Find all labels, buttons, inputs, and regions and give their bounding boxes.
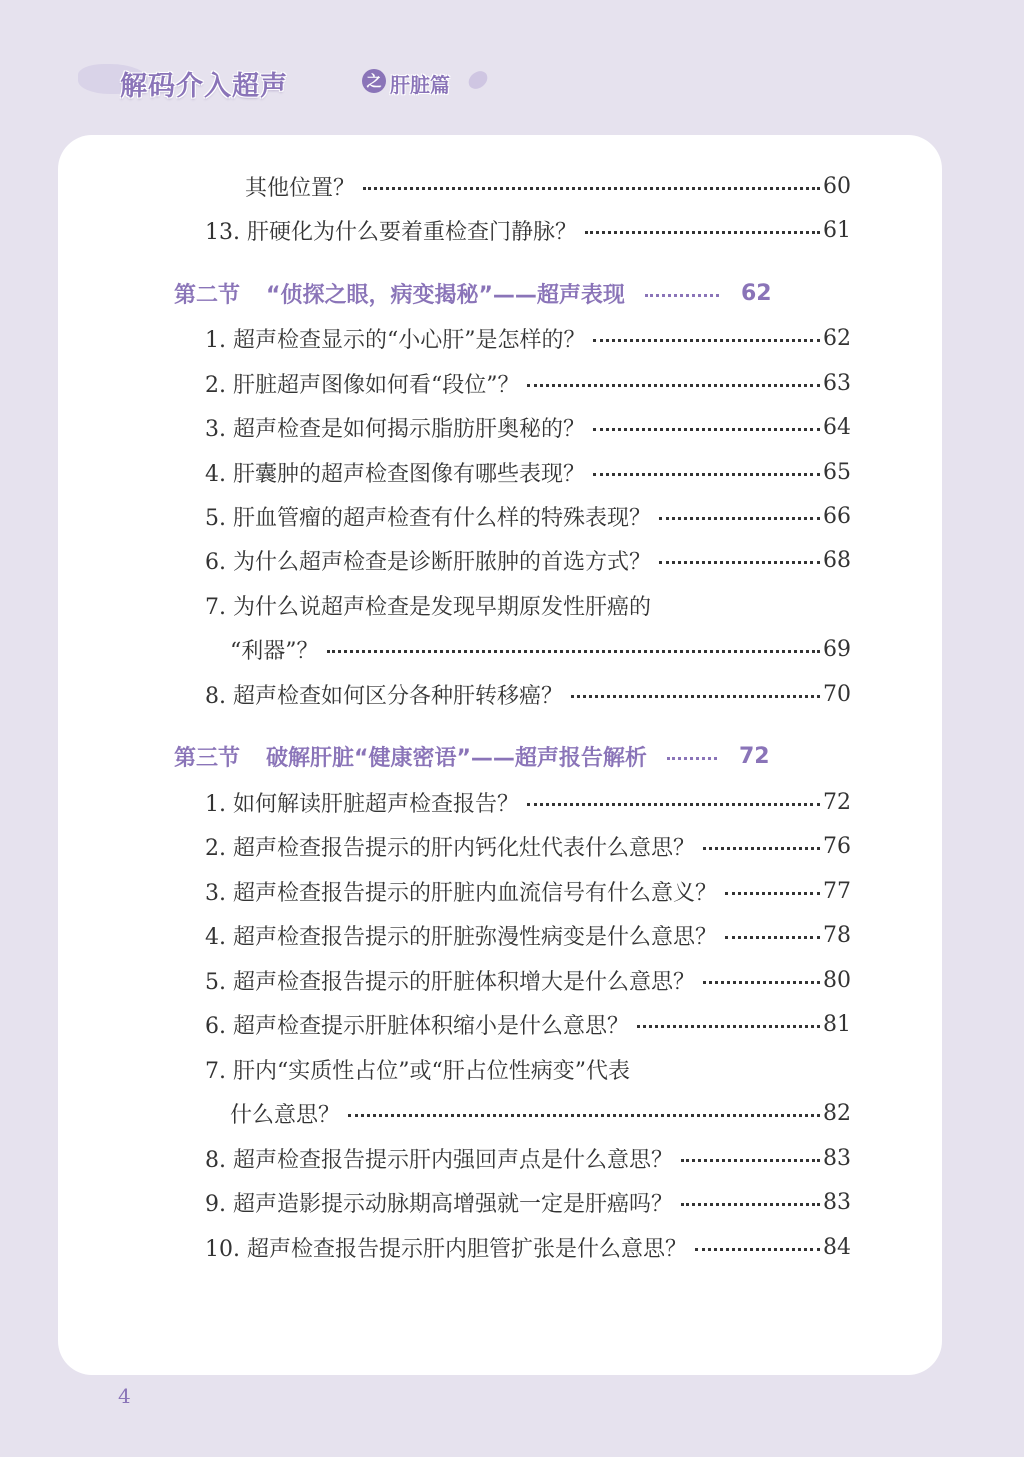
toc-entry[interactable]: 2. 肝脏超声图像如何看“段位”？ 63 bbox=[205, 370, 851, 398]
leader-dots bbox=[593, 428, 820, 431]
leader-dots bbox=[659, 517, 820, 520]
toc-entry[interactable]: 3. 超声检查是如何揭示脂肪肝奥秘的？ 64 bbox=[205, 414, 851, 442]
toc-entry[interactable]: 1. 超声检查显示的“小心肝”是怎样的？ 62 bbox=[205, 325, 851, 353]
toc-section-heading[interactable]: 第二节 “侦探之眼，病变揭秘”——超声表现 62 bbox=[174, 280, 772, 308]
leader-dots bbox=[681, 1159, 820, 1162]
toc-entry[interactable]: 1. 如何解读肝脏超声检查报告？ 72 bbox=[205, 789, 851, 817]
toc-entry[interactable]: 5. 超声检查报告提示的肝脏体积增大是什么意思？ 80 bbox=[205, 967, 851, 995]
toc-entry[interactable]: 13. 肝硬化为什么要着重检查门静脉？ 61 bbox=[205, 217, 851, 245]
leader-dots bbox=[527, 384, 820, 387]
page-number: 4 bbox=[118, 1384, 131, 1408]
toc-entry[interactable]: 2. 超声检查报告提示的肝内钙化灶代表什么意思？ 76 bbox=[205, 833, 851, 861]
leader-dots bbox=[593, 473, 820, 476]
leader-dots bbox=[725, 892, 820, 895]
toc-entry[interactable]: 6. 超声检查提示肝脏体积缩小是什么意思？ 81 bbox=[205, 1011, 851, 1039]
toc-entry[interactable]: 5. 肝血管瘤的超声检查有什么样的特殊表现？ 66 bbox=[205, 503, 851, 531]
leader-dots bbox=[659, 561, 820, 564]
toc-entry-continuation[interactable]: “利器”？ 69 bbox=[230, 636, 851, 664]
leader-dots bbox=[645, 294, 719, 297]
toc-entry[interactable]: 3. 超声检查报告提示的肝脏内血流信号有什么意义？ 77 bbox=[205, 878, 851, 906]
toc-entry-first-line[interactable]: 7. 为什么说超声检查是发现早期原发性肝癌的 bbox=[205, 594, 651, 620]
leader-dots bbox=[571, 695, 820, 698]
toc-entry[interactable]: 8. 超声检查如何区分各种肝转移癌？ 70 bbox=[205, 681, 851, 709]
leaf-decoration-icon bbox=[466, 69, 490, 91]
toc-entry[interactable]: 8. 超声检查报告提示肝内强回声点是什么意思？ 83 bbox=[205, 1145, 851, 1173]
leader-dots bbox=[585, 231, 820, 234]
toc-entry[interactable]: 4. 肝囊肿的超声检查图像有哪些表现？ 65 bbox=[205, 459, 851, 487]
leader-dots bbox=[363, 187, 820, 190]
toc-entry[interactable]: 10. 超声检查报告提示肝内胆管扩张是什么意思？ 84 bbox=[205, 1234, 851, 1262]
leader-dots bbox=[681, 1203, 820, 1206]
toc-section-heading[interactable]: 第三节 破解肝脏“健康密语”——超声报告解析 72 bbox=[174, 743, 770, 771]
leader-dots bbox=[637, 1025, 820, 1028]
leader-dots bbox=[703, 847, 820, 850]
leader-dots bbox=[695, 1248, 820, 1251]
leader-dots bbox=[593, 339, 820, 342]
title-badge: 之 bbox=[362, 69, 386, 93]
leader-dots bbox=[667, 757, 717, 760]
toc-entry[interactable]: 9. 超声造影提示动脉期高增强就一定是肝癌吗？ 83 bbox=[205, 1189, 851, 1217]
book-title: 解码介入超声 bbox=[120, 71, 288, 102]
leader-dots bbox=[527, 803, 820, 806]
toc-entry-first-line[interactable]: 7. 肝内“实质性占位”或“肝占位性病变”代表 bbox=[205, 1058, 630, 1084]
toc-entry[interactable]: 6. 为什么超声检查是诊断肝脓肿的首选方式？ 68 bbox=[205, 547, 851, 575]
toc-entry-continuation[interactable]: 什么意思？ 82 bbox=[230, 1100, 851, 1128]
leader-dots bbox=[725, 936, 820, 939]
leader-dots bbox=[348, 1114, 820, 1117]
book-subtitle: 肝脏篇 bbox=[390, 73, 450, 97]
leader-dots bbox=[327, 650, 821, 653]
toc-entry[interactable]: 其他位置？ 60 bbox=[245, 173, 851, 201]
running-header bbox=[72, 56, 472, 106]
toc-entry[interactable]: 4. 超声检查报告提示的肝脏弥漫性病变是什么意思？ 78 bbox=[205, 922, 851, 950]
leader-dots bbox=[703, 981, 820, 984]
